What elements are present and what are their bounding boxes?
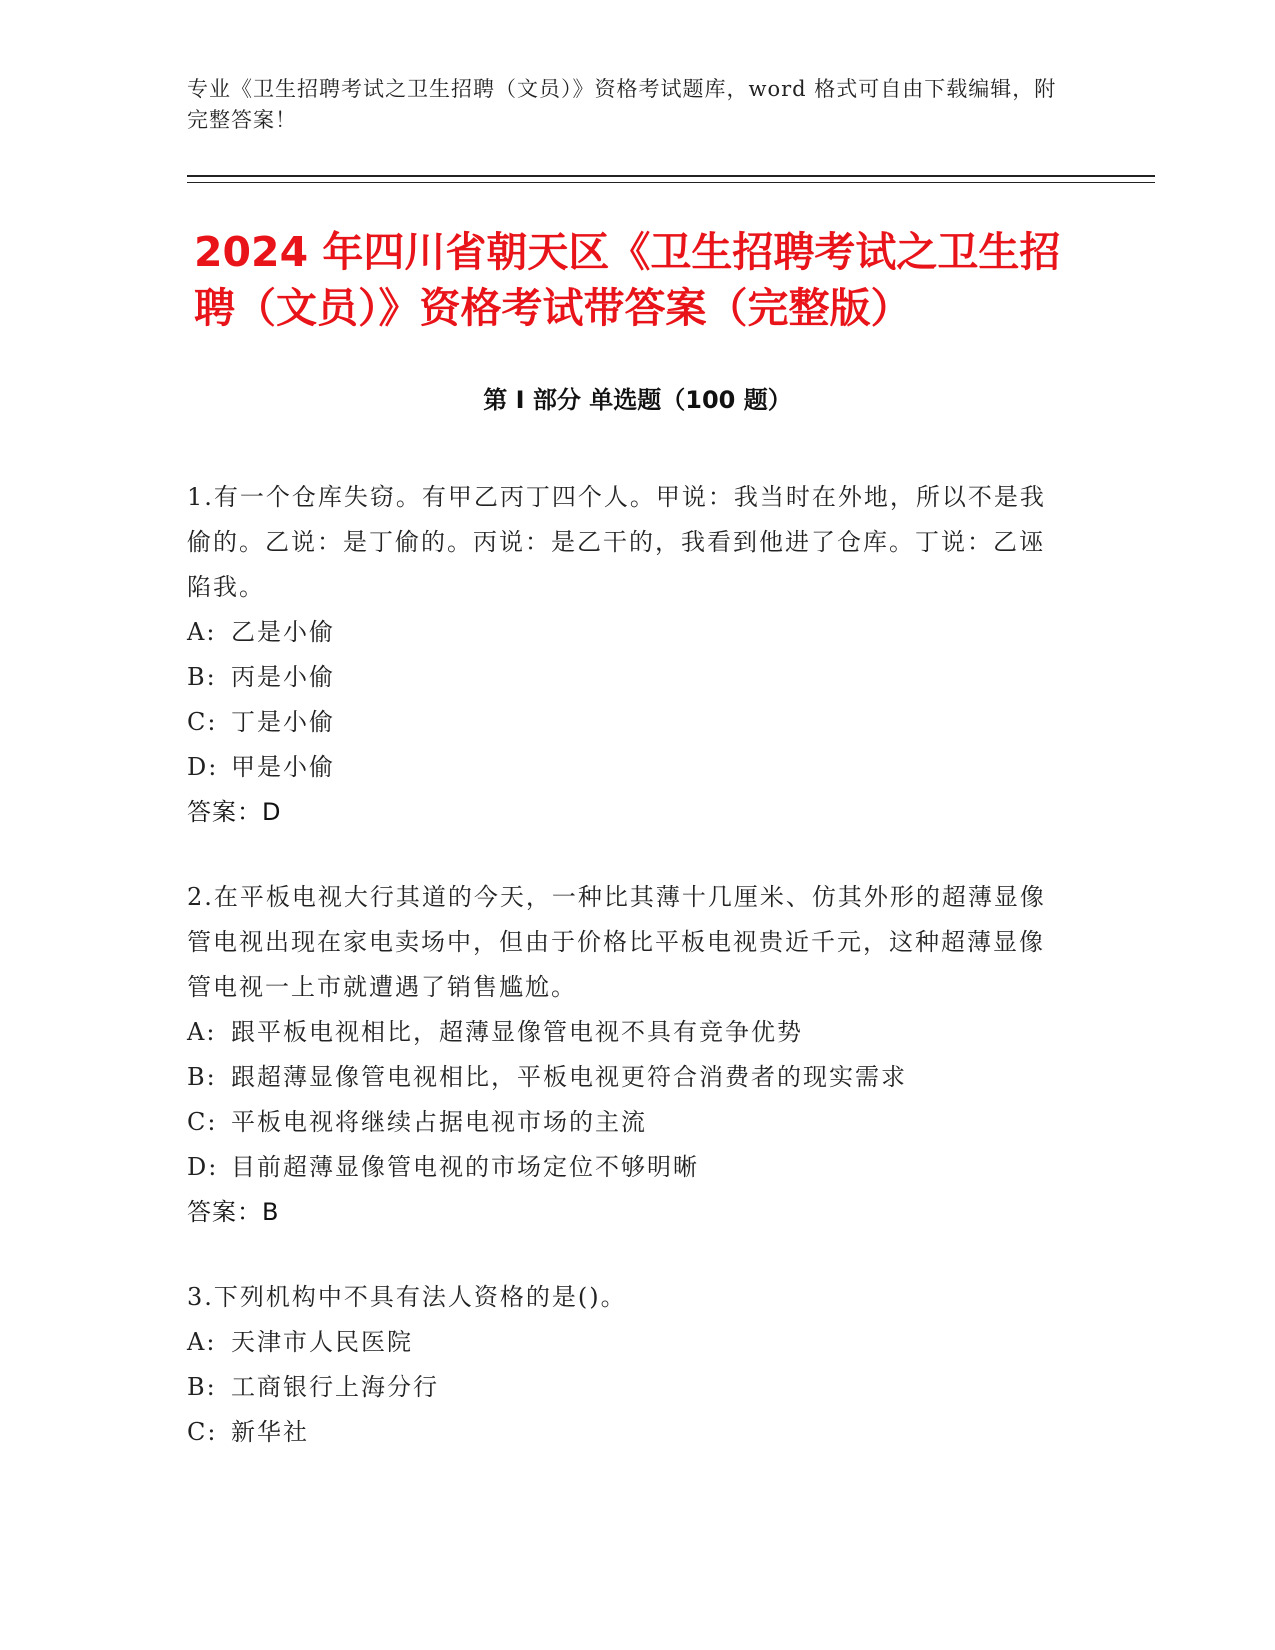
option-text: 丁是小偷 (231, 708, 335, 736)
option-letter: A: (187, 1328, 217, 1356)
option-d (187, 1145, 1067, 1190)
option-b (187, 1365, 1067, 1410)
option-d (187, 745, 1067, 790)
option-text: 乙是小偷 (231, 618, 335, 646)
option-letter: B: (187, 663, 217, 691)
question-2 (187, 875, 1067, 1235)
question-stem: 3.下列机构中不具有法人资格的是()。 (187, 1283, 627, 1311)
option-text: 平板电视将继续占据电视市场的主流 (231, 1108, 647, 1136)
answer-line: 答案：D (187, 798, 282, 826)
option-a (187, 1320, 1067, 1365)
section-heading: 第 I 部分 单选题（100 题） (483, 386, 792, 414)
question-stem: 1.有一个仓库失窃。有甲乙丙丁四个人。甲说：我当时在外地，所以不是我偷的。乙说：是丁偷的。丙说：是乙干的，我看到他进了仓库。丁说：乙诬陷我。 (187, 483, 1046, 601)
option-c (187, 700, 1067, 745)
option-letter: C: (187, 1108, 218, 1136)
option-text: 天津市人民医院 (231, 1328, 413, 1356)
option-letter: D: (187, 753, 219, 781)
option-text: 目前超薄显像管电视的市场定位不够明晰 (231, 1153, 699, 1181)
option-c (187, 1410, 1067, 1455)
question-3 (187, 1275, 1067, 1455)
header-divider-thin (187, 182, 1155, 183)
option-letter: A: (187, 618, 217, 646)
header-note: 专业《卫生招聘考试之卫生招聘（文员）》资格考试题库，word 格式可自由下载编辑，附完整答案！ (187, 77, 1057, 132)
option-text: 工商银行上海分行 (231, 1373, 439, 1401)
option-a (187, 1010, 1067, 1055)
option-letter: D: (187, 1153, 219, 1181)
option-a (187, 610, 1067, 655)
header-divider-thick (187, 175, 1155, 177)
option-letter: C: (187, 1418, 218, 1446)
document-title: 2024 年四川省朝天区《卫生招聘考试之卫生招聘（文员）》资格考试带答案（完整版） (194, 228, 1061, 332)
option-text: 跟超薄显像管电视相比，平板电视更符合消费者的现实需求 (231, 1063, 907, 1091)
question-1 (187, 475, 1067, 835)
option-letter: C: (187, 708, 218, 736)
question-list (187, 475, 1067, 1495)
option-letter: B: (187, 1373, 217, 1401)
option-c (187, 1100, 1067, 1145)
answer-line: 答案：B (187, 1198, 280, 1226)
option-letter: B: (187, 1063, 217, 1091)
option-text: 甲是小偷 (231, 753, 335, 781)
option-b (187, 1055, 1067, 1100)
option-text: 新华社 (231, 1418, 309, 1446)
option-b (187, 655, 1067, 700)
option-text: 跟平板电视相比，超薄显像管电视不具有竞争优势 (231, 1018, 803, 1046)
option-letter: A: (187, 1018, 217, 1046)
question-stem: 2.在平板电视大行其道的今天，一种比其薄十几厘米、仿其外形的超薄显像管电视出现在家电卖场中，但由于价格比平板电视贵近千元，这种超薄显像管电视一上市就遭遇了销售尴尬。 (187, 883, 1046, 1001)
option-text: 丙是小偷 (231, 663, 335, 691)
